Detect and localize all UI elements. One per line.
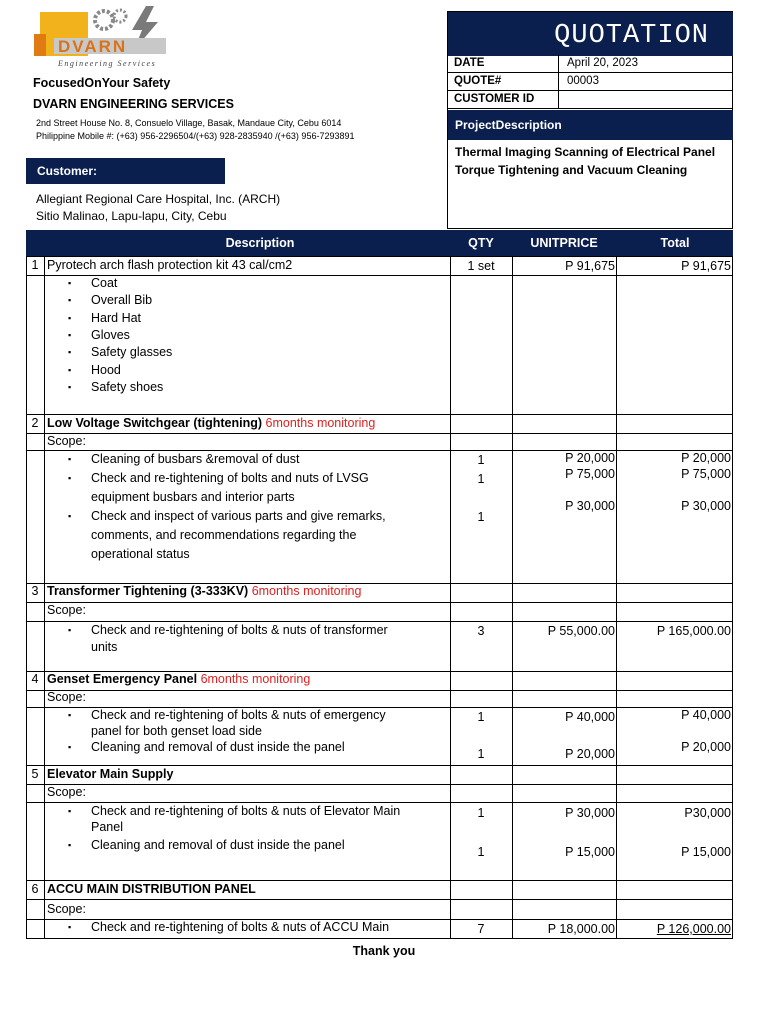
scope-item: Cleaning and removal of dust inside the panel (91, 838, 345, 852)
scope-item: Check and re-tightening of bolts & nuts of transformer (91, 623, 388, 637)
item-unit-price: P 55,000.00 (547, 624, 615, 638)
bullet-icon: ▪ (68, 625, 72, 635)
tagline: FocusedOnYour Safety (33, 76, 171, 90)
kit-component: Safety glasses (91, 345, 173, 360)
date-value: April 20, 2023 (567, 57, 638, 69)
company-address: 2nd Street House No. 8, Consuelo Village, Basak, Mandaue City, Cebu 6014 (36, 118, 342, 128)
scope-item: Check and re-tightening of bolts & nuts of ACCU Main (91, 920, 390, 934)
item-unit-price: P 20,000 (565, 451, 615, 465)
item-unit-price: P 15,000 (565, 845, 615, 859)
thank-you-note: Thank you (352, 944, 416, 958)
scope-label: Scope: (47, 785, 86, 799)
kit-component: Hard Hat (91, 310, 142, 325)
table-header (26, 230, 733, 256)
item-unit-price: P 30,000 (565, 499, 615, 513)
quotation-title: QUOTATION (448, 12, 733, 56)
customer-id-label: CUSTOMER ID (454, 93, 535, 105)
monitoring-note: 6months monitoring (265, 416, 376, 430)
item-qty: 1 (477, 453, 485, 467)
item-unit-price: P 75,000 (565, 467, 615, 481)
bullet-icon: ▪ (68, 295, 72, 306)
bullet-icon: ▪ (68, 742, 72, 752)
scope-label: Scope: (47, 902, 86, 916)
customer-id-row (448, 91, 733, 109)
customer-name: Allegiant Regional Care Hospital, Inc. (ARCH) (36, 192, 281, 206)
scope-item-cont: Panel (91, 820, 123, 834)
project-line: Torque Tightening and Vacuum Cleaning (455, 163, 688, 177)
logo-wordmark: DVARN (58, 37, 128, 56)
item-total: P 20,000 (681, 740, 731, 754)
row-number: 6 (31, 882, 39, 896)
item-total: P 165,000.00 (656, 624, 731, 638)
bullet-icon: ▪ (68, 381, 72, 392)
scope-item-cont: units (91, 640, 118, 654)
customer-address: Sitio Malinao, Lapu-lapu, City, Cebu (36, 209, 227, 223)
item-unit-price: P 91,675 (565, 259, 615, 273)
kit-component: Overall Bib (91, 293, 153, 308)
bullet-icon: ▪ (68, 312, 72, 323)
item-total: P 75,000 (681, 467, 731, 481)
item-total: P 40,000 (681, 708, 731, 722)
item-total: P 15,000 (681, 845, 731, 859)
item-unit-price: P 20,000 (565, 747, 615, 761)
scope-item: Cleaning of busbars &removal of dust (91, 452, 300, 466)
project-description-header: ProjectDescription (448, 110, 733, 140)
monitoring-note: 6months monitoring (251, 584, 362, 598)
scope-item: Check and re-tightening of bolts & nuts of Elevator Main (91, 804, 401, 818)
scope-item: Check and re-tightening of bolts and nuts of LVSG (91, 471, 369, 485)
item-unit-price: P 30,000 (565, 806, 615, 820)
scope-item-cont: operational status (91, 547, 190, 561)
bullet-icon: ▪ (68, 364, 72, 375)
item-total: P 91,675 (681, 259, 731, 273)
kit-component: Hood (91, 362, 121, 377)
item-qty: 1 (477, 747, 485, 761)
bullet-icon: ▪ (68, 278, 72, 288)
bullet-icon: ▪ (68, 806, 72, 816)
item-qty: 1 (477, 845, 485, 859)
scope-item-cont: equipment busbars and interior parts (91, 490, 295, 504)
item-title: Elevator Main Supply (47, 767, 174, 781)
project-description (455, 143, 715, 179)
item-title-text: Genset Emergency Panel (47, 672, 198, 686)
item-title (47, 584, 361, 598)
bullet-icon: ▪ (68, 473, 72, 483)
scope-label: Scope: (47, 434, 86, 448)
item-qty: 7 (477, 922, 485, 936)
scope-item: Cleaning and removal of dust inside the panel (91, 740, 345, 754)
item-title: ACCU MAIN DISTRIBUTION PANEL (47, 882, 256, 896)
bullet-icon: ▪ (68, 840, 72, 850)
item-total: P 30,000 (681, 499, 731, 513)
logo-subtitle: Engineering Services (58, 59, 157, 68)
column-description: Description (225, 236, 295, 250)
row-number: 3 (31, 584, 39, 598)
quote-number-row (448, 73, 733, 91)
project-line: Thermal Imaging Scanning of Electrical Panel (455, 145, 716, 159)
item-title: Pyrotech arch flash protection kit 43 cal/cm2 (47, 258, 293, 272)
bullet-icon: ▪ (68, 329, 72, 340)
row-number: 5 (31, 767, 39, 781)
item-title-text: Transformer Tightening (3-333KV) (47, 584, 249, 598)
row-number: 2 (31, 416, 39, 430)
customer-header: Customer: (26, 158, 225, 184)
column-total: Total (660, 236, 690, 250)
row-number: 1 (31, 258, 39, 272)
monitoring-note: 6months monitoring (200, 672, 311, 686)
item-title-text: Low Voltage Switchgear (tightening) (47, 416, 263, 430)
bullet-icon: ▪ (68, 922, 72, 932)
bullet-icon: ▪ (68, 710, 72, 720)
scope-item-cont: comments, and recommendations regarding the (91, 528, 357, 542)
company-name: DVARN ENGINEERING SERVICES (33, 97, 234, 111)
kit-component: Gloves (91, 327, 130, 342)
kit-component: Coat (91, 276, 118, 290)
row-number: 4 (31, 672, 39, 686)
item-total: P 20,000 (681, 451, 731, 465)
quote-number-value: 00003 (567, 75, 599, 87)
bullet-icon: ▪ (68, 511, 72, 521)
item-total: P 126,000.00 (656, 922, 731, 936)
quote-number-label: QUOTE# (454, 75, 502, 87)
scope-item: Check and inspect of various parts and give remarks, (91, 509, 386, 523)
item-total: P30,000 (684, 806, 731, 820)
scope-item-cont: panel for both genset load side (91, 724, 262, 738)
item-qty: 1 (477, 710, 485, 724)
company-mobile: Philippine Mobile #: (+63) 956-2296504/(+63) 928-2835940 /(+63) 956-7293891 (36, 131, 355, 141)
item-unit-price: P 18,000.00 (547, 922, 615, 936)
company-logo (34, 4, 174, 70)
item-qty: 1 (477, 472, 485, 486)
item-unit-price: P 40,000 (565, 710, 615, 724)
item-qty: 1 (477, 510, 485, 524)
scope-item: Check and re-tightening of bolts & nuts of emergency (91, 708, 386, 722)
bullet-icon: ▪ (68, 454, 72, 464)
kit-component: Safety shoes (91, 379, 164, 394)
scope-label: Scope: (47, 603, 86, 617)
column-unit-price: UNITPRICE (530, 236, 598, 250)
bullet-icon: ▪ (68, 347, 72, 358)
item-qty: 1 (477, 806, 485, 820)
scope-label: Scope: (47, 690, 86, 704)
date-row (448, 55, 733, 73)
date-label: DATE (454, 57, 485, 69)
item-qty: 1 set (467, 259, 495, 273)
item-qty: 3 (477, 624, 485, 638)
column-qty: QTY (468, 236, 494, 250)
item-title (47, 416, 375, 430)
item-title (47, 672, 310, 686)
